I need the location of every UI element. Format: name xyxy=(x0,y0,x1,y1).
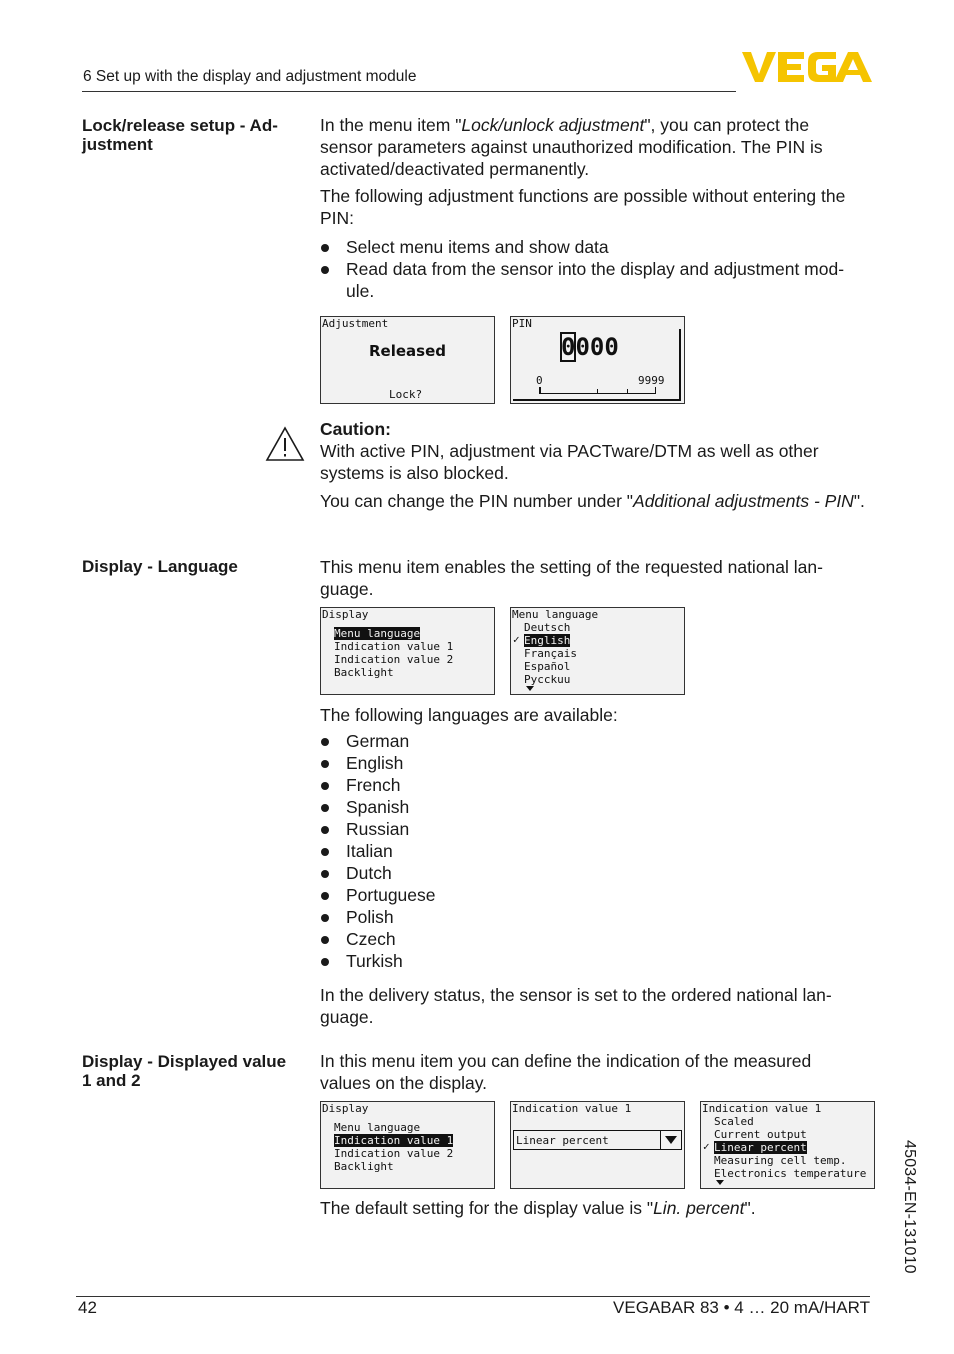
lcd-dropdown-button xyxy=(660,1131,681,1149)
lcd-item: Backlight xyxy=(334,1160,394,1173)
product-name: VEGABAR 83 • 4 … 20 mA/HART xyxy=(613,1298,870,1317)
list-item: Polish xyxy=(320,906,865,928)
footer-rule xyxy=(76,1296,870,1297)
lcd-dropdown xyxy=(513,1130,682,1150)
list-item: Select menu items and show data xyxy=(320,236,865,258)
list-item: Russian xyxy=(320,818,865,840)
pin-value: 0000 xyxy=(561,333,619,361)
language-paragraph-2: The following languages are available: xyxy=(320,705,618,725)
page-number: 42 xyxy=(78,1298,97,1317)
pin-scale-tick xyxy=(539,387,541,394)
warning-icon xyxy=(265,426,305,462)
lcd-title: Indication value 1 xyxy=(702,1102,822,1115)
list-item: Italian xyxy=(320,840,865,862)
scroll-down-icon xyxy=(526,686,534,691)
lcd-item: Deutsch xyxy=(524,621,571,634)
pin-scale-tick xyxy=(655,387,656,394)
lcd-item: Indication value 2 xyxy=(334,1147,454,1160)
header-rule xyxy=(82,91,736,92)
lcd-item: Scaled xyxy=(714,1115,754,1128)
document-code: 45034-EN-131010 xyxy=(901,1140,918,1274)
lcd-item: Electronics temperature xyxy=(714,1167,867,1180)
list-item: French xyxy=(320,774,865,796)
lcd-display-menu-2 xyxy=(320,1101,495,1189)
displayed-paragraph-1: In this menu item you can define the indication of the measured values on the display. xyxy=(320,1051,812,1093)
language-paragraph-3: In the delivery status, the sensor is set to the ordered national lan- guage. xyxy=(320,985,832,1027)
lcd-item-selected: Menu language xyxy=(334,627,421,640)
lcd-display-menu xyxy=(320,607,495,695)
lock-bullet-list xyxy=(320,236,865,302)
lcd-indication-list xyxy=(700,1101,875,1189)
lcd-title: Adjustment xyxy=(322,317,389,330)
pin-min: 0 xyxy=(536,374,543,387)
scroll-down-icon xyxy=(716,1180,724,1185)
lcd-title: Indication value 1 xyxy=(512,1102,632,1115)
pin-scale-tick xyxy=(597,389,598,394)
pin-scale-tick xyxy=(627,389,628,394)
language-list xyxy=(320,730,865,972)
caution-title: Caution: xyxy=(320,419,391,439)
lcd-language-menu xyxy=(510,607,685,695)
lcd-title: Display xyxy=(322,1102,369,1115)
vega-logo xyxy=(742,50,872,84)
lcd-status: Released xyxy=(369,342,446,360)
list-item: Spanish xyxy=(320,796,865,818)
lcd-adjustment-screen xyxy=(320,316,495,404)
lcd-item: Measuring cell temp. xyxy=(714,1154,847,1167)
lcd-indication-select xyxy=(510,1101,685,1189)
lock-paragraph-2: The following adjustment functions are possible without entering the PIN: xyxy=(320,186,846,228)
list-item: Turkish xyxy=(320,950,865,972)
section-header: 6 Set up with the display and adjustment module xyxy=(83,68,417,85)
lcd-item: Français xyxy=(524,647,577,660)
check-icon: ✓ xyxy=(703,1140,710,1153)
pin-max: 9999 xyxy=(638,374,665,387)
list-item: German xyxy=(320,730,865,752)
chevron-down-icon xyxy=(665,1136,677,1144)
heading-language: Display - Language xyxy=(82,557,238,576)
language-paragraph-1: This menu item enables the setting of the requested national lan- guage. xyxy=(320,557,823,599)
lcd-pin-screen xyxy=(510,316,685,404)
lcd-item: Current output xyxy=(714,1128,807,1141)
lcd-item: Español xyxy=(524,660,571,673)
check-icon: ✓ xyxy=(513,633,520,646)
list-item: English xyxy=(320,752,865,774)
lcd-item-selected: Indication value 1 xyxy=(334,1134,454,1147)
lcd-title: PIN xyxy=(512,317,532,330)
lock-paragraph-1: In the menu item "Lock/unlock adjustment", you can protect the sensor parameters against unauthorized modification. The PIN is activated/deactivated permanently. xyxy=(320,115,823,179)
lcd-item: Indication value 2 xyxy=(334,653,454,666)
caution-text: With active PIN, adjustment via PACTware/DTM as well as other systems is also blocked. xyxy=(320,441,819,483)
change-pin-text: You can change the PIN number under "Additional adjustments - PIN". xyxy=(320,491,865,511)
heading-lock-release: Lock/release setup - Ad- justment xyxy=(82,116,278,154)
list-item: Read data from the sensor into the display and adjustment mod- ule. xyxy=(320,258,865,302)
lcd-prompt: Lock? xyxy=(389,388,423,401)
list-item: Portuguese xyxy=(320,884,865,906)
lcd-title: Display xyxy=(322,608,369,621)
lcd-item: Indication value 1 xyxy=(334,640,454,653)
lcd-dropdown-value: Linear percent xyxy=(516,1134,609,1147)
list-item: Dutch xyxy=(320,862,865,884)
heading-displayed-value: Display - Displayed value 1 and 2 xyxy=(82,1052,287,1090)
list-item: Czech xyxy=(320,928,865,950)
lcd-item: Backlight xyxy=(334,666,394,679)
lcd-item: Menu language xyxy=(334,1121,421,1134)
lcd-item: Pycckuu xyxy=(524,673,571,686)
displayed-paragraph-2: The default setting for the display value is "Lin. percent". xyxy=(320,1198,756,1218)
lcd-title: Menu language xyxy=(512,608,599,621)
lcd-item-selected: English xyxy=(524,634,571,647)
lcd-item-selected: Linear percent xyxy=(714,1141,807,1154)
